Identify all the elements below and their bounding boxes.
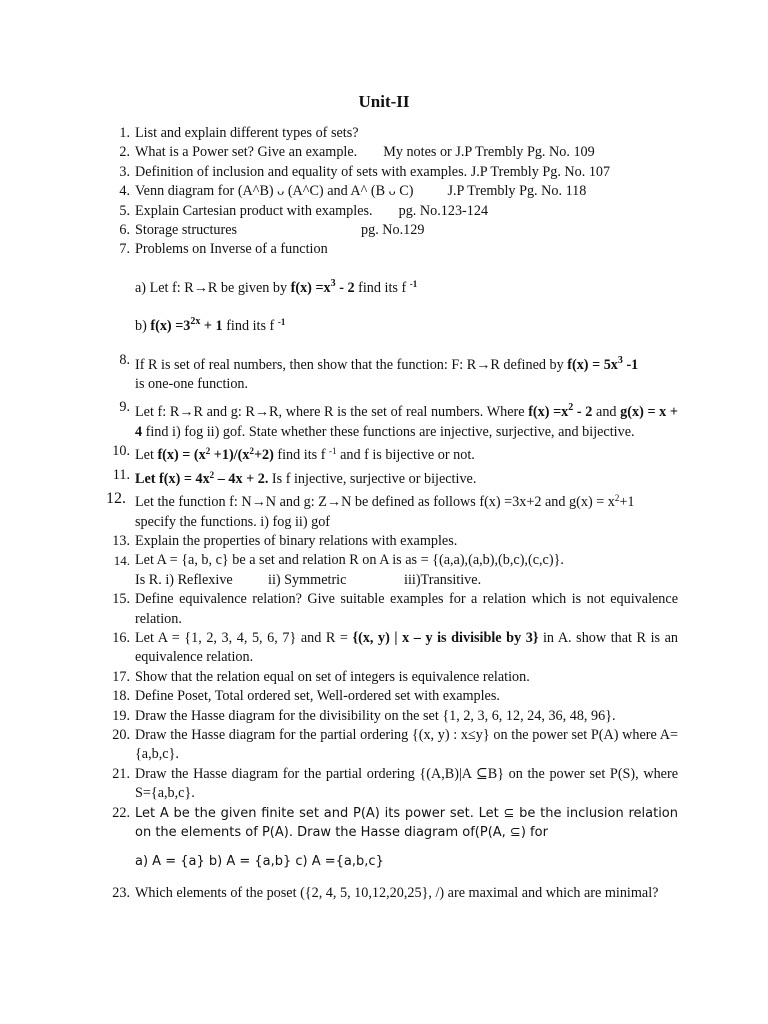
- question-5: 5. Explain Cartesian product with examples. pg. No.123-124: [119, 202, 489, 219]
- question-4: 4. Venn diagram for (A^B) ᴗ (A^C) and A^ (B ᴗ C) J.P Trembly Pg. No. 118: [119, 183, 587, 200]
- question-19: 19. Draw the Hasse diagram for the divisibility on the set {1, 2, 3, 6, 12, 24, 36, 48, 96}.: [112, 707, 616, 724]
- question-22-parts: a) A = {a} b) A = {a,b} c) A ={a,b,c}: [135, 854, 384, 870]
- question-6: 6. Storage structures pg. No.129: [119, 222, 425, 239]
- question-22: 22. Let A be the given finite set and P(A) its power set. Let ⊆ be the inclusion relation on the elements of P(A). Draw the Hasse diagram of(P(A, ⊆) for: [112, 804, 678, 840]
- question-1: 1. List and explain different types of sets?: [119, 125, 359, 141]
- question-11: 11. Let $f(x) = 4x^2 - 4x + 2$. Is f injective, surjective or bijective.: [112, 466, 477, 487]
- question-7a: a) Let f: R→R be given by $f(x) =x^3 - 2$ find its f $^{-1}$: [135, 277, 418, 296]
- reference: My notes or J.P Trembly Pg. No. 109: [383, 144, 595, 161]
- question-15: 15. Define equivalence relation? Give suitable examples for a relation which is not equivalence relation.: [112, 591, 678, 627]
- question-14: 14. Let A = {a, b, c} be a set and relation R on A is as = {(a,a),(a,b),(b,c),(c,c)}. Is R. i) Reflexive ii) Symmetric iii)Transitive.: [113, 552, 564, 588]
- question-21: 21. Draw the Hasse diagram for the partial ordering {(A,B)|A ⊆B} on the power set P(S), where S={a,b,c}.: [112, 765, 678, 802]
- question-13: 13. Explain the properties of binary relations with examples.: [112, 532, 458, 549]
- reference: pg. No.123-124: [398, 202, 489, 219]
- question-7: 7. Problems on Inverse of a function: [119, 241, 328, 258]
- question-list: [108, 124, 678, 903]
- question-20: 20. Draw the Hasse diagram for the partial ordering {(x, y) : x≤y} on the power set P(A) where A={a,b,c}.: [112, 726, 678, 763]
- question-3: 3. Definition of inclusion and equality of sets with examples. J.P Trembly Pg. No. 107: [119, 163, 611, 180]
- question-16: 16. Let A = {1, 2, 3, 4, 5, 6, 7} and R = {(x, y) | x – y is divisible by 3} in A. show that R is an equivalence relation.: [112, 629, 679, 666]
- question-18: 18. Define Poset, Total ordered set, Well-ordered set with examples.: [112, 688, 500, 705]
- question-17: 17. Show that the relation equal on set of integers is equivalence relation.: [112, 668, 530, 685]
- question-9: 9. Let f: R→R and g: R→R, where R is the set of real numbers. Where $f(x) =x^2 - 2$ and g(x) = x + 4 find i) fog ii) gof. State whether these functions are injective, surjective, and bijective.: [119, 399, 678, 440]
- question-7b: b) $f(x) =3^{2x} + 1$ find its f $^{-1}$: [135, 316, 286, 335]
- reference: J.P Trembly Pg. No. 118: [447, 183, 587, 200]
- question-12: 12. Let the function f: N→N and g: Z→N be defined as follows f(x) =3x+2 and $g(x) = x^2+1$ specify the functions. i) fog ii) gof: [106, 490, 635, 530]
- question-2: 2. What is a Power set? Give an example. My notes or J.P Trembly Pg. No. 109: [119, 144, 595, 161]
- question-8: 8. If R is set of real numbers, then show that the function: F: R→R defined by $f(x) = 5x^3$ -1 is one-one function.: [119, 351, 639, 393]
- question-10: 10. Let $f(x) = (x^2 +1)/(x^2+2)$ find its f $^{-1}$ and f is bijective or not.: [112, 443, 475, 464]
- question-23: 23. Which elements of the poset ({2, 4, 5, 10,12,20,25}, /) are maximal and which are minimal?: [112, 884, 659, 901]
- reference: pg. No.129: [361, 222, 425, 239]
- page-title: Unit-II: [358, 92, 410, 111]
